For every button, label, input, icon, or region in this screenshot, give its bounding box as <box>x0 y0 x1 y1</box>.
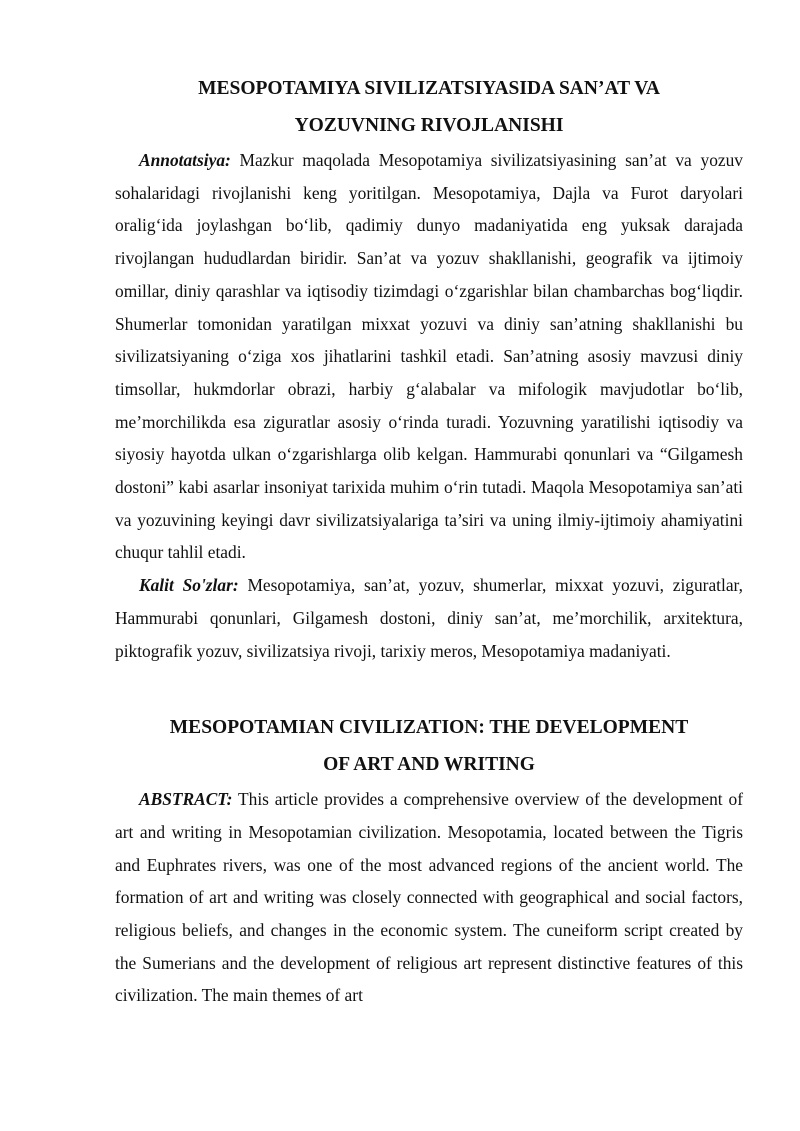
uzbek-title-line-2: YOZUVNING RIVOJLANISHI <box>294 115 564 136</box>
uzbek-title <box>115 70 743 144</box>
uzbek-keywords <box>115 569 743 667</box>
document-page <box>115 70 743 1012</box>
uzbek-abstract-label: Annotatsiya: <box>139 150 231 170</box>
english-title-line-1: MESOPOTAMIAN CIVILIZATION: THE DEVELOPMENT <box>169 717 689 739</box>
uzbek-keywords-label: Kalit So'zlar: <box>139 575 239 596</box>
english-abstract <box>115 783 743 1012</box>
section-spacer <box>115 667 743 709</box>
uzbek-keywords-text: Mesopotamiya, san’at, yozuv, shumerlar, mixxat yozuvi, ziguratlar, Hammurabi qonunlari, Gilgamesh dostoni, diniy san’at, me’morchilik, arxitektura, piktografik yozuv, sivilizatsiya rivoji, tarixiy meros, Mesopotamiya madaniyati. <box>115 575 743 661</box>
uzbek-abstract <box>115 144 743 569</box>
uzbek-title-line-1: MESOPOTAMIYA SIVILIZATSIYASIDA SAN’AT VA <box>198 78 660 99</box>
english-abstract-label: ABSTRACT: <box>139 789 233 810</box>
english-abstract-text: This article provides a comprehensive overview of the development of art and writing in Mesopotamian civilization. Mesopotamia, located between the Tigris and Euphrates rivers, was one of the most advanced regions of the ancient world. The formation of art and writing was closely connected with geographical and social factors, religious beliefs, and changes in the economic system. The cuneiform script created by the Sumerians and the development of religious art represent distinctive features of this civilization. The main themes of art <box>115 789 743 1006</box>
english-title-line-2: OF ART AND WRITING <box>323 754 535 776</box>
uzbek-abstract-text: Mazkur maqolada Mesopotamiya sivilizatsiyasining san’at va yozuv sohalaridagi rivojlanishi keng yoritilgan. Mesopotamiya, Dajla va Furot daryolari oralig‘ida joylashgan bo‘lib, qadimiy dunyo madaniyatida eng yuksak darajada rivojlangan hududlardan biridir. San’at va yozuv shakllanishi, geografik va ijtimoiy omillar, diniy qarashlar va iqtisodiy tizimdagi o‘zgarishlar bilan chambarchas bog‘liqdir. Shumerlar tomonidan yaratilgan mixxat yozuvi va diniy san’atning shakllanishi bu sivilizatsiyaning o‘ziga xos jihatlarini tashkil etadi. San’atning asosiy mavzusi diniy timsollar, hukmdorlar obrazi, harbiy g‘alabalar va mifologik mavjudotlar bo‘lib, me’morchilikda esa ziguratlar asosiy o‘rinda turadi. Yozuvning yaratilishi iqtisodiy va siyosiy hayotda ulkan o‘zgarishlarga olib kelgan. Hammurabi qonunlari va “Gilgamesh dostoni” kabi asarlar insoniyat tarixida muhim o‘rin tutadi. Maqola Mesopotamiya san’ati va yozuvining keyingi davr sivilizatsiyalariga ta’siri va uning ilmiy-ijtimoiy ahamiyatini chuqur tahlil etadi. <box>115 150 743 563</box>
english-title <box>115 709 743 783</box>
